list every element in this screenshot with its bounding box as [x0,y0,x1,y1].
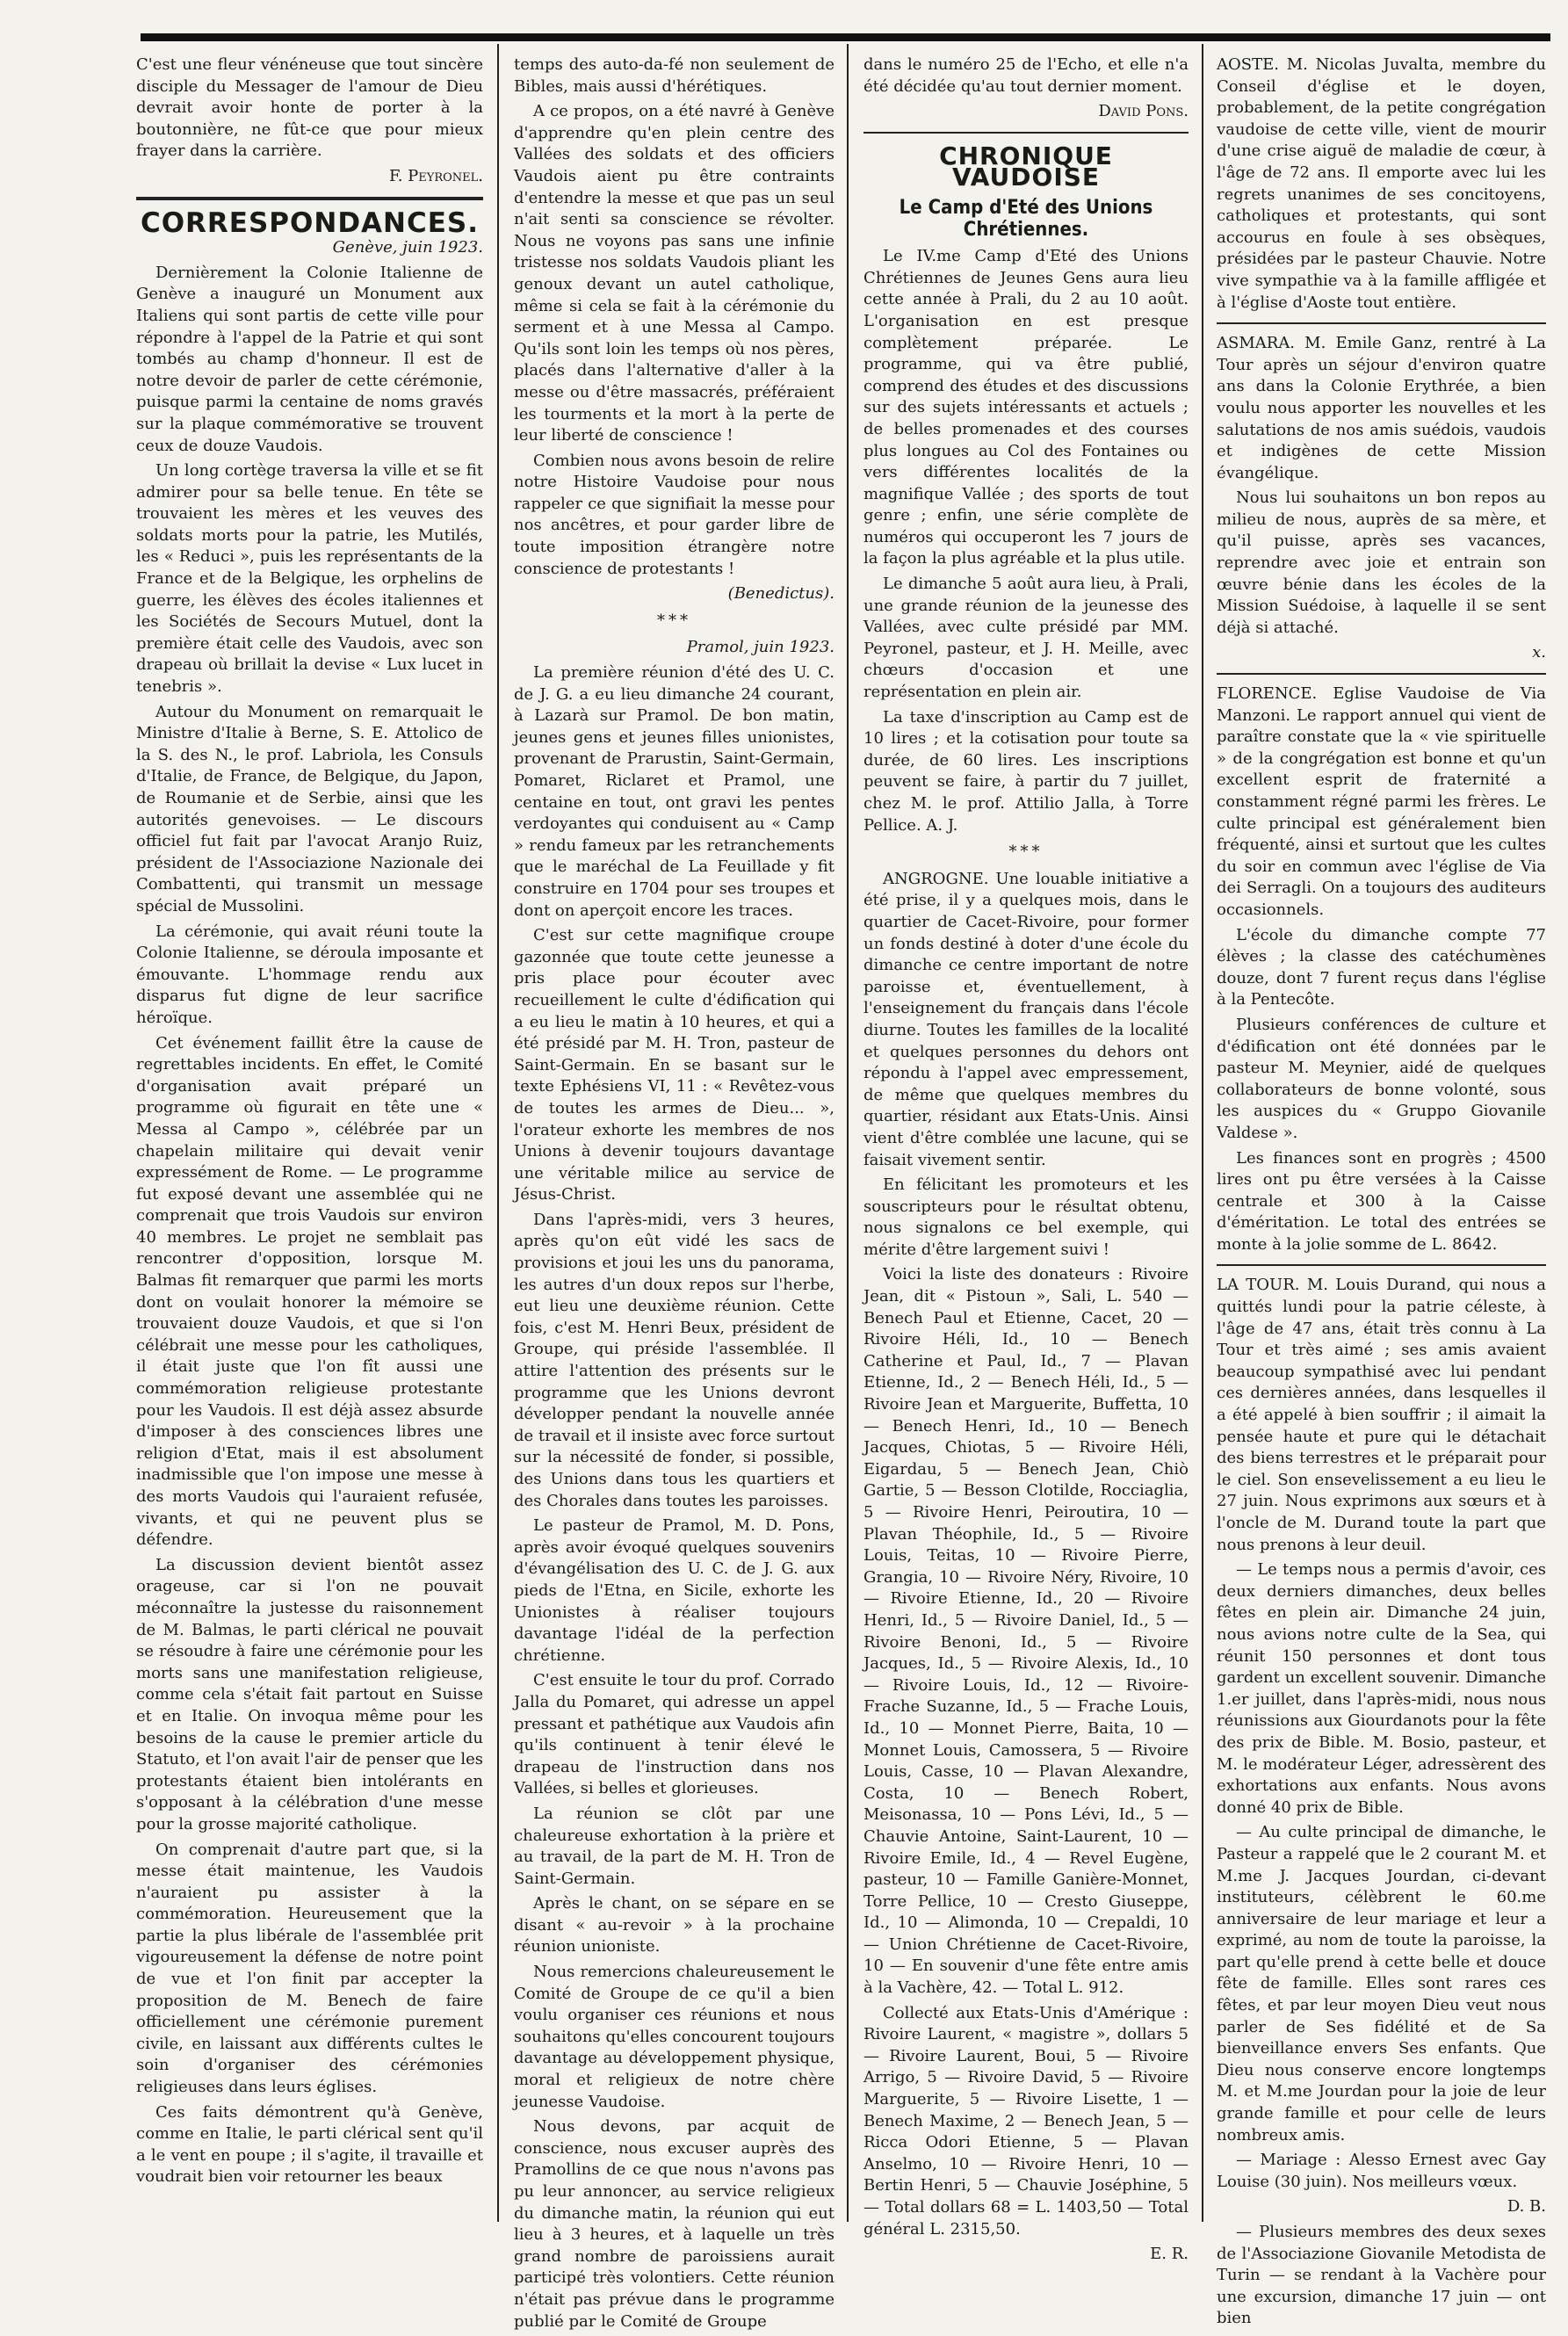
place-name: ASMARA. [1217,334,1296,353]
divider [1217,322,1546,324]
article-paragraph: Combien nous avons besoin de relire notre Histoire Vaudoise pour nous rappeler ce que signifiait la messe pour nos ancêtres, et pour garder libre de toute imposition étrangère notre conscience de protestants ! [514,451,835,578]
signature: F. Peyronel. [389,166,483,185]
place-name: FLORENCE. [1217,684,1318,704]
intro-paragraph: C'est une fleur vénéneuse que tout sincère disciple du Messager de l'amour de Dieu devrait avoir honte de porter à la boutonnière, ne fût-ce que pour mieux frayer dans la carrière. [136,55,483,161]
article-paragraph: — Au culte principal de dimanche, le Pasteur a rappelé que le 2 courant M. et M.me J. Jacques Jourdan, ci-devant instituteurs, célèbrent le 60.me anniversaire de leur mariage et leur a exprimé, au nom de toute la paroisse, la part qu'elle prend à cette belle et douce fête de famille. Elles sont rares ces fêtes, et par leur moyen Dieu veut nous parler de Ses fidélité et de Sa bienveillance envers Ses enfants. Que Dieu nous conserve encore longtemps M. et M.me Jourdan pour la joie de leur grande famille et pour celle de leurs nombreux amis. [1217,1823,1546,2144]
article-paragraph: Nous lui souhaitons un bon repos au milieu de nous, auprès de sa mère, et qu'il puisse, après ses vacances, reprendre avec joie et entrain son œuvre bénie dans les écoles de la Mission Suédoise, à laquelle il se sent déjà si attaché. [1217,488,1546,637]
article-paragraph: La réunion se clôt par une chaleureuse exhortation à la prière et au travail, de la part de M. H. Tron de Saint-Germain. [514,1804,835,1888]
article-paragraph: Après le chant, on se sépare en se disant « au-revoir » à la prochaine réunion unioniste. [514,1894,835,1956]
article-paragraph: La première réunion d'été des U. C. de J. G. a eu lieu dimanche 24 courant, à Lazarà sur Pramol. De bon matin, jeunes gens et jeunes filles unionistes, provenant de Prarustin, Saint-Germain, Pomaret, Riclaret et Pramol, une centaine en tout, ont gravi les pentes verdoyantes qui conduisent au « Camp » rendu fameux par les retranchements que le maréchal de La Feuillade y fit construire en 1704 pour ses troupes et dont on aperçoit encore les traces. [514,663,835,920]
divider [863,132,1189,134]
article-paragraph: dans le numéro 25 de l'Echo, et elle n'a été décidée qu'au tout dernier moment. [863,55,1189,96]
column-1 [136,54,483,2192]
section-stars: *** [1008,843,1044,862]
signature: (Benedictus). [727,584,835,604]
divider [1217,673,1546,675]
divider [1217,1264,1546,1266]
dateline: Pramol, juin 1923. [686,638,835,657]
sub-heading: Le Camp d'Eté des Unions Chrétiennes. [899,196,1153,241]
article-text: M. Emile Ganz, rentré à La Tour après un séjour d'environ quatre ans dans la Colonie Erythrée, a bien voulu nous apporter les nouvelles et les salutations de nos amis suédois, vaudois et indigènes de cette Mission évangélique. [1217,334,1546,482]
signature: D. B. [1507,2197,1546,2217]
article-text: Une louable initiative a été prise, il y a quelques mois, dans le quartier de Cacet-Rivoire, pour former un fonds destiné à doter d'une école du dimanche ce centre important de notre paroisse et, éventuellement, à l'enseignement du français dans l'école diurne. Toutes les familles de la localité et quelques personnes du dehors ont répondu à l'appel avec empressement, de même que quelques membres du quartier, résidant aux Etats-Unis. Ainsi vient d'être comblée une lacune, qui se faisait vivement sentir. [863,869,1189,1169]
donor-list: Voici la liste des donateurs : Rivoire Jean, dit « Pistoun », Sali, L. 540 — Benech Paul et Etienne, Cacet, 20 — Rivoire Héli, Id., 10 — Benech Catherine et Paul, Id., 7 — Plavan Etienne, Id., 2 — Benech Héli, Id., 5 — Rivoire Jean et Marguerite, Buffetta, 10 — Benech Henri, Id., 10 — Benech Jacques, Chiotas, 5 — Rivoire Héli, Eigardau, 5 — Benech Jean, Chiò Gartie, 5 — Besson Clotilde, Rocciaglia, 5 — Rivoire Henri, Peiroutira, 10 — Plavan Théophile, Id., 5 — Rivoire Louis, Teitas, 10 — Rivoire Pierre, Grangia, 10 — Rivoire Néry, Rivoire, 10 — Rivoire Etienne, Id., 20 — Rivoire Henri, Id., 5 — Rivoire Daniel, Id., 5 — Rivoire Benoni, Id., 5 — Rivoire Jacques, Id., 5 — Rivoire Alexis, Id., 10 — Rivoire Louis, Id., 12 — Rivoire-Frache Suzanne, Id., 5 — Frache Louis, Id., 10 — Monnet Pierre, Baita, 10 — Monnet Louis, Camossera, 5 — Rivoire Louis, Casse, 10 — Plavan Alexandre, Costa, 10 — Benech Robert, Meisonassa, 10 — Pons Lévi, Id., 5 — Chauvie Antoine, Saint-Laurent, 10 — Rivoire Emile, Id., 4 — Revel Eugène, pasteur, 10 — Famille Ganière-Monnet, Torre Pellice, 10 — Cresto Giuseppe, Id., 10 — Alimonda, 10 — Crepaldi, 10 — Union Chrétienne de Cacet-Rivoire, 10 — En souvenir d'une fête entre amis à la Vachère, 42. — Total L. 912. [863,1265,1189,1998]
article-paragraph: Autour du Monument on remarquait le Ministre d'Italie à Berne, S. E. Attolico de la S. des N., le prof. Labriola, les Consuls d'Italie, de France, de Belgique, du Japon, de Roumanie et de Serbie, ainsi que les autorités genevoises. — Le discours officiel fut fait par l'avocat Aranjo Ruiz, président de l'Associazione Nazionale dei Combattenti, qui transmit un message spécial de Mussolini. [136,702,483,915]
article-text: Eglise Vaudoise de Via Manzoni. Le rapport annuel qui vient de paraître constate que la « vie spirituelle » de la congrégation est bonne et qu'un excellent esprit de fraternité a constamment régné parmi les frères. Le culte principal est généralement bien fréquenté, ainsi et surtout que les cultes du soir en commun avec l'église de Via dei Serragli. On a toujours des auditeurs occasionnels. [1217,684,1546,919]
article-paragraph: — Plusieurs membres des deux sexes de l'Associazione Giovanile Metodista de Turin — se rendant à la Vachère pour une excursion, dimanche 17 juin — ont bien [1217,2223,1546,2328]
column-4 [1217,54,1546,2333]
article-paragraph: Ces faits démontrent qu'à Genève, comme en Italie, le parti clérical sent qu'il a le vent en poupe ; il s'agite, il travaille et voudrait bien voir retourner les beaux [136,2102,483,2187]
article-paragraph: Cet événement faillit être la cause de regrettables incidents. En effet, le Comité d'organisation avait préparé un programme où figurait en tête une « Messa al Campo », célébrée par un chapelain militaire qui devait venir expressément de Rome. — Le programme fut exposé devant une assemblée qui ne comprenait que trois Vaudois sur environ 40 membres. Le projet ne semblait pas rencontrer d'opposition, lorsque M. Balmas fit remarquer que parmi les morts dont on voulait honorer la mémoire se trouvaient douze Vaudois, et que si l'on célébrait une messe pour les catholiques, il était juste que l'on fît aussi une commémoration religieuse protestante pour les Vaudois. Il est déjà assez absurde d'imposer à des consciences libres une religion d'Etat, mais il est absolument inadmissible que l'on impose une messe à des morts Vaudois qui l'auraient refusée, vivants, et qui ne peuvent plus se défendre. [136,1033,483,1550]
article-paragraph: Un long cortège traversa la ville et se fit admirer pour sa belle tenue. En tête se trouvaient les mères et les veuves des soldats morts pour la patrie, les Mutilés, les « Reduci », puis les représentants de la France et de la Belgique, les orphelins de guerre, les élèves des écoles italiennes et les Sociétés de Secours Mutuel, dont la première était celle des Vaudois, avec son drapeau où brillait la devise « Lux lucet in tenebris ». [136,461,483,697]
column-rule [847,44,849,2222]
article-paragraph: A ce propos, on a été navré à Genève d'apprendre qu'en plein centre des Vallées des soldats et des officiers Vaudois aient pu être contraints d'entendre la messe et que pas un seul n'ait senti sa conscience se révolter. Nous ne voyons pas sans une infinie tristesse nos soldats Vaudois pliant les genoux devant un autel catholique, même si cela se fait à la cérémonie du serment et à une Messa al Campo. Qu'ils sont loin les temps où nos pères, placés dans l'alternative d'aller à la messe ou d'être massacrés, préféraient les tourments et la mort à la perte de leur liberté de conscience ! [514,102,835,445]
article-text: M. Nicolas Juvalta, membre du Conseil d'église et le doyen, probablement, de la petite congrégation vaudoise de cette ville, vient de mourir d'une crise aiguë de maladie de cœur, à l'âge de 72 ans. Il emporte avec lui les regrets unanimes de ses concitoyens, catholiques et protestants, qui sont accourus en foule à ses obsèques, présidées par le pasteur Chauvie. Notre vive sympathie va à la famille affligée et à l'église d'Aoste tout entière. [1217,55,1546,312]
divider [136,197,483,200]
article-paragraph: L'école du dimanche compte 77 élèves ; la classe des catéchumènes douze, dont 7 furent reçus dans l'église à la Pentecôte. [1217,925,1546,1009]
section-heading: CORRESPONDANCES. [140,206,480,239]
section-heading: CHRONIQUE VAUDOISE [939,141,1113,192]
article-paragraph: temps des auto-da-fé non seulement de Bibles, mais aussi d'hérétiques. [514,55,835,96]
article-text: M. Louis Durand, qui nous a quittés lundi pour la patrie céleste, à l'âge de 47 ans, était très connu à La Tour et très aimé ; ses amis avaient beaucoup sympathisé avec lui pendant ces dernières années, dans lesquelles il a été appelé à bien souffrir ; il aimait la pensée haute et pure qui le détachait des biens terrestres et le préparait pour le ciel. Son ensevelissement a eu lieu le 27 juin. Nous exprimons aux sœurs et à l'oncle de M. Durand toute la part que nous prenons à leur deuil. [1217,1276,1546,1554]
column-rule [1202,44,1203,2222]
article-paragraph: Le IV.me Camp d'Eté des Unions Chrétiennes de Jeunes Gens aura lieu cette année à Prali, du 2 au 10 août. L'organisation en est presque complètement préparée. Le programme, qui va être publié, comprend des études et des discussions sur des sujets intéressants et actuels ; de belles promenades et des courses plus longues au Col des Fontaines ou vers différentes localités de la magnifique Vallée ; des sports de tout genre ; enfin, une série complète de numéros qui occuperont les 7 jours de la façon la plus agréable et la plus utile. [863,247,1189,568]
article-paragraph: Dernièrement la Colonie Italienne de Genève a inauguré un Monument aux Italiens qui sont partis de cette ville pour répondre à l'appel de la Patrie et qui sont tombés au champ d'honneur. Il est de notre devoir de parler de cette cérémonie, puisque parmi la centaine de noms gravés sur la plaque commémorative se trouvent ceux de douze Vaudois. [136,263,483,455]
signature: E. R. [1150,2245,1189,2264]
article-paragraph: La cérémonie, qui avait réuni toute la Colonie Italienne, se déroula imposante et émouvante. L'hommage rendu aux disparus fut digne de leur sacrifice héroïque. [136,922,483,1027]
article-paragraph: Le dimanche 5 août aura lieu, à Prali, une grande réunion de la jeunesse des Vallées, avec culte présidé par MM. Peyronel, pasteur, et J. H. Meille, avec chœurs d'occasion et une représentation en plein air. [863,575,1189,702]
article-paragraph: La taxe d'inscription au Camp est de 10 lires ; et la cotisation pour toute sa durée, de 60 lires. Les inscriptions peuvent se faire, à partir du 7 juillet, chez M. le prof. Attilio Jalla, à Torre Pellice. A. J. [863,707,1189,835]
column-rule [497,44,499,2222]
article-paragraph: C'est sur cette magnifique croupe gazonnée que toute cette jeunesse a pris place pour écouter avec recueillement le culte d'édification qui a eu lieu le matin à 10 heures, et qui a été présidé par M. H. Tron, pasteur de Saint-Germain. En se basant sur le texte Ephésiens VI, 11 : « Revêtez-vous de toutes les armes de Dieu... », l'orateur exhorte les membres de nos Unions à devenir toujours davantage une véritable milice au service de Jésus-Christ. [514,926,835,1204]
article-paragraph: On comprenait d'autre part que, si la messe était maintenue, les Vaudois n'auraient pu assister à la commémoration. Heureusement que la partie la plus libérale de l'assemblée prit vigoureusement la défense de notre point de vue et l'on finit par accepter la proposition de M. Benech de faire officiellement une cérémonie purement civile, en laissant aux différents cultes le soin d'organiser des cérémonies religieuses dans leurs églises. [136,1840,483,2097]
article-paragraph: La discussion devient bientôt assez orageuse, car si l'on ne pouvait méconnaître la justesse du raisonnement de M. Balmas, le parti clérical ne pouvait se résoudre à faire une cérémonie pour les morts sans une manifestation religieuse, comme cela s'était fait partout en Suisse et en Italie. On invoqua même pour les besoins de la cause le premier article du Statuto, et l'on avait l'air de penser que les protestants étaient bien intolérants en s'opposant à la célébration d'une messe pour la grosse majorité catholique. [136,1555,483,1833]
article-paragraph: — Mariage : Alesso Ernest avec Gay Louise (30 juin). Nos meilleurs vœux. [1217,2151,1546,2191]
article-paragraph: — Le temps nous a permis d'avoir, ces deux derniers dimanches, deux belles fêtes en plein air. Dimanche 24 juin, nous avions notre culte de la Sea, qui réunit 150 personnes et dont tous gardent un excellent souvenir. Dimanche 1.er juillet, dans l'après-midi, nous nous réunissions aux Giourdanots pour la fête des prix de Bible. M. Bosio, pasteur, et M. le modérateur Léger, adressèrent des exhortations aux enfants. Nous avons donné 40 prix de Bible. [1217,1560,1546,1817]
column-3 [863,54,1189,2269]
article-paragraph: Plusieurs conférences de culture et d'édification ont été données par le pasteur M. Meynier, aidé de quelques collaborateurs de bonne volonté, sous les auspices du « Gruppo Giovanile Valdese ». [1217,1015,1546,1142]
place-name: LA TOUR. [1217,1276,1300,1295]
article-paragraph: Les finances sont en progrès ; 4500 lires ont pu être versées à la Caisse centrale et 300 à la Caisse d'éméritation. Le total des entrées se monte à la jolie somme de L. 8642. [1217,1148,1546,1254]
article-paragraph: Le pasteur de Pramol, M. D. Pons, après avoir évoqué quelques souvenirs d'évangélisation des U. C. de J. G. aux pieds de l'Etna, en Sicile, exhorte les Unionistes à réaliser toujours davantage l'idéal de la perfection chrétienne. [514,1516,835,1665]
article-paragraph: Nous devons, par acquit de conscience, nous excuser auprès des Pramollins de ce que nous n'avons pas pu leur annoncer, au service religieux du dimanche matin, la réunion qui eut lieu à 3 heures, et à laquelle un très grand nombre de paroissiens aurait participé très volontiers. Cette réunion n'était pas prévue dans le programme publié par le Comité de Groupe [514,2117,835,2331]
top-rule [141,33,1550,41]
article-paragraph: Dans l'après-midi, vers 3 heures, après qu'on eût vidé les sacs de provisions et joui les uns du panorama, les autres d'un doux repos sur l'herbe, eut lieu une deuxième réunion. Cette fois, c'est M. Henri Beux, président de Groupe, qui préside l'assemblée. Il attire l'attention des présents sur le programme que les Unions devront développer pendant la nouvelle année de travail et il insiste avec force surtout sur la nécessité de fonder, si possible, des Unions dans tous les quartiers et des Chorales dans toutes les paroisses. [514,1210,835,1510]
place-name: ANGROGNE. [883,869,989,888]
dateline: Genève, juin 1923. [332,238,483,257]
signature: David Pons. [1098,102,1189,121]
section-stars: *** [657,611,691,630]
signature: x. [1532,643,1546,662]
article-paragraph: En félicitant les promoteurs et les souscripteurs pour le résultat obtenu, nous signalons ce bel exemple, qui mérite d'être largement suivi ! [863,1175,1189,1259]
article-paragraph: C'est ensuite le tour du prof. Corrado Jalla du Pomaret, qui adresse un appel pressant et pathétique aux Vaudois afin qu'ils continuent à tenir élevé le drapeau de l'instruction dans nos Vallées, si belles et glorieuses. [514,1671,835,1798]
place-name: AOSTE. [1217,55,1279,74]
donor-list-usa: Collecté aux Etats-Unis d'Amérique : Rivoire Laurent, « magistre », dollars 5 — Rivoire Laurent, Boui, 5 — Rivoire Arrigo, 5 — Rivoire David, 5 — Rivoire Marguerite, 5 — Rivoire Lisette, 1 — Benech Maxime, 2 — Benech Jean, 5 — Ricca Odori Etienne, 5 — Plavan Anselmo, 10 — Rivoire Henri, 10 — Bertin Henri, 5 — Chauvie Joséphine, 5 — Total dollars 68 = L. 1403,50 — Total général L. 2315,50. [863,2003,1189,2238]
article-paragraph: Nous remercions chaleureusement le Comité de Groupe de ce qu'il a bien voulu organiser ces réunions et nous souhaitons qu'elles concourent toujours davantage au développement physique, moral et religieux de notre chère jeunesse Vaudoise. [514,1963,835,2111]
column-2 [514,54,835,2336]
